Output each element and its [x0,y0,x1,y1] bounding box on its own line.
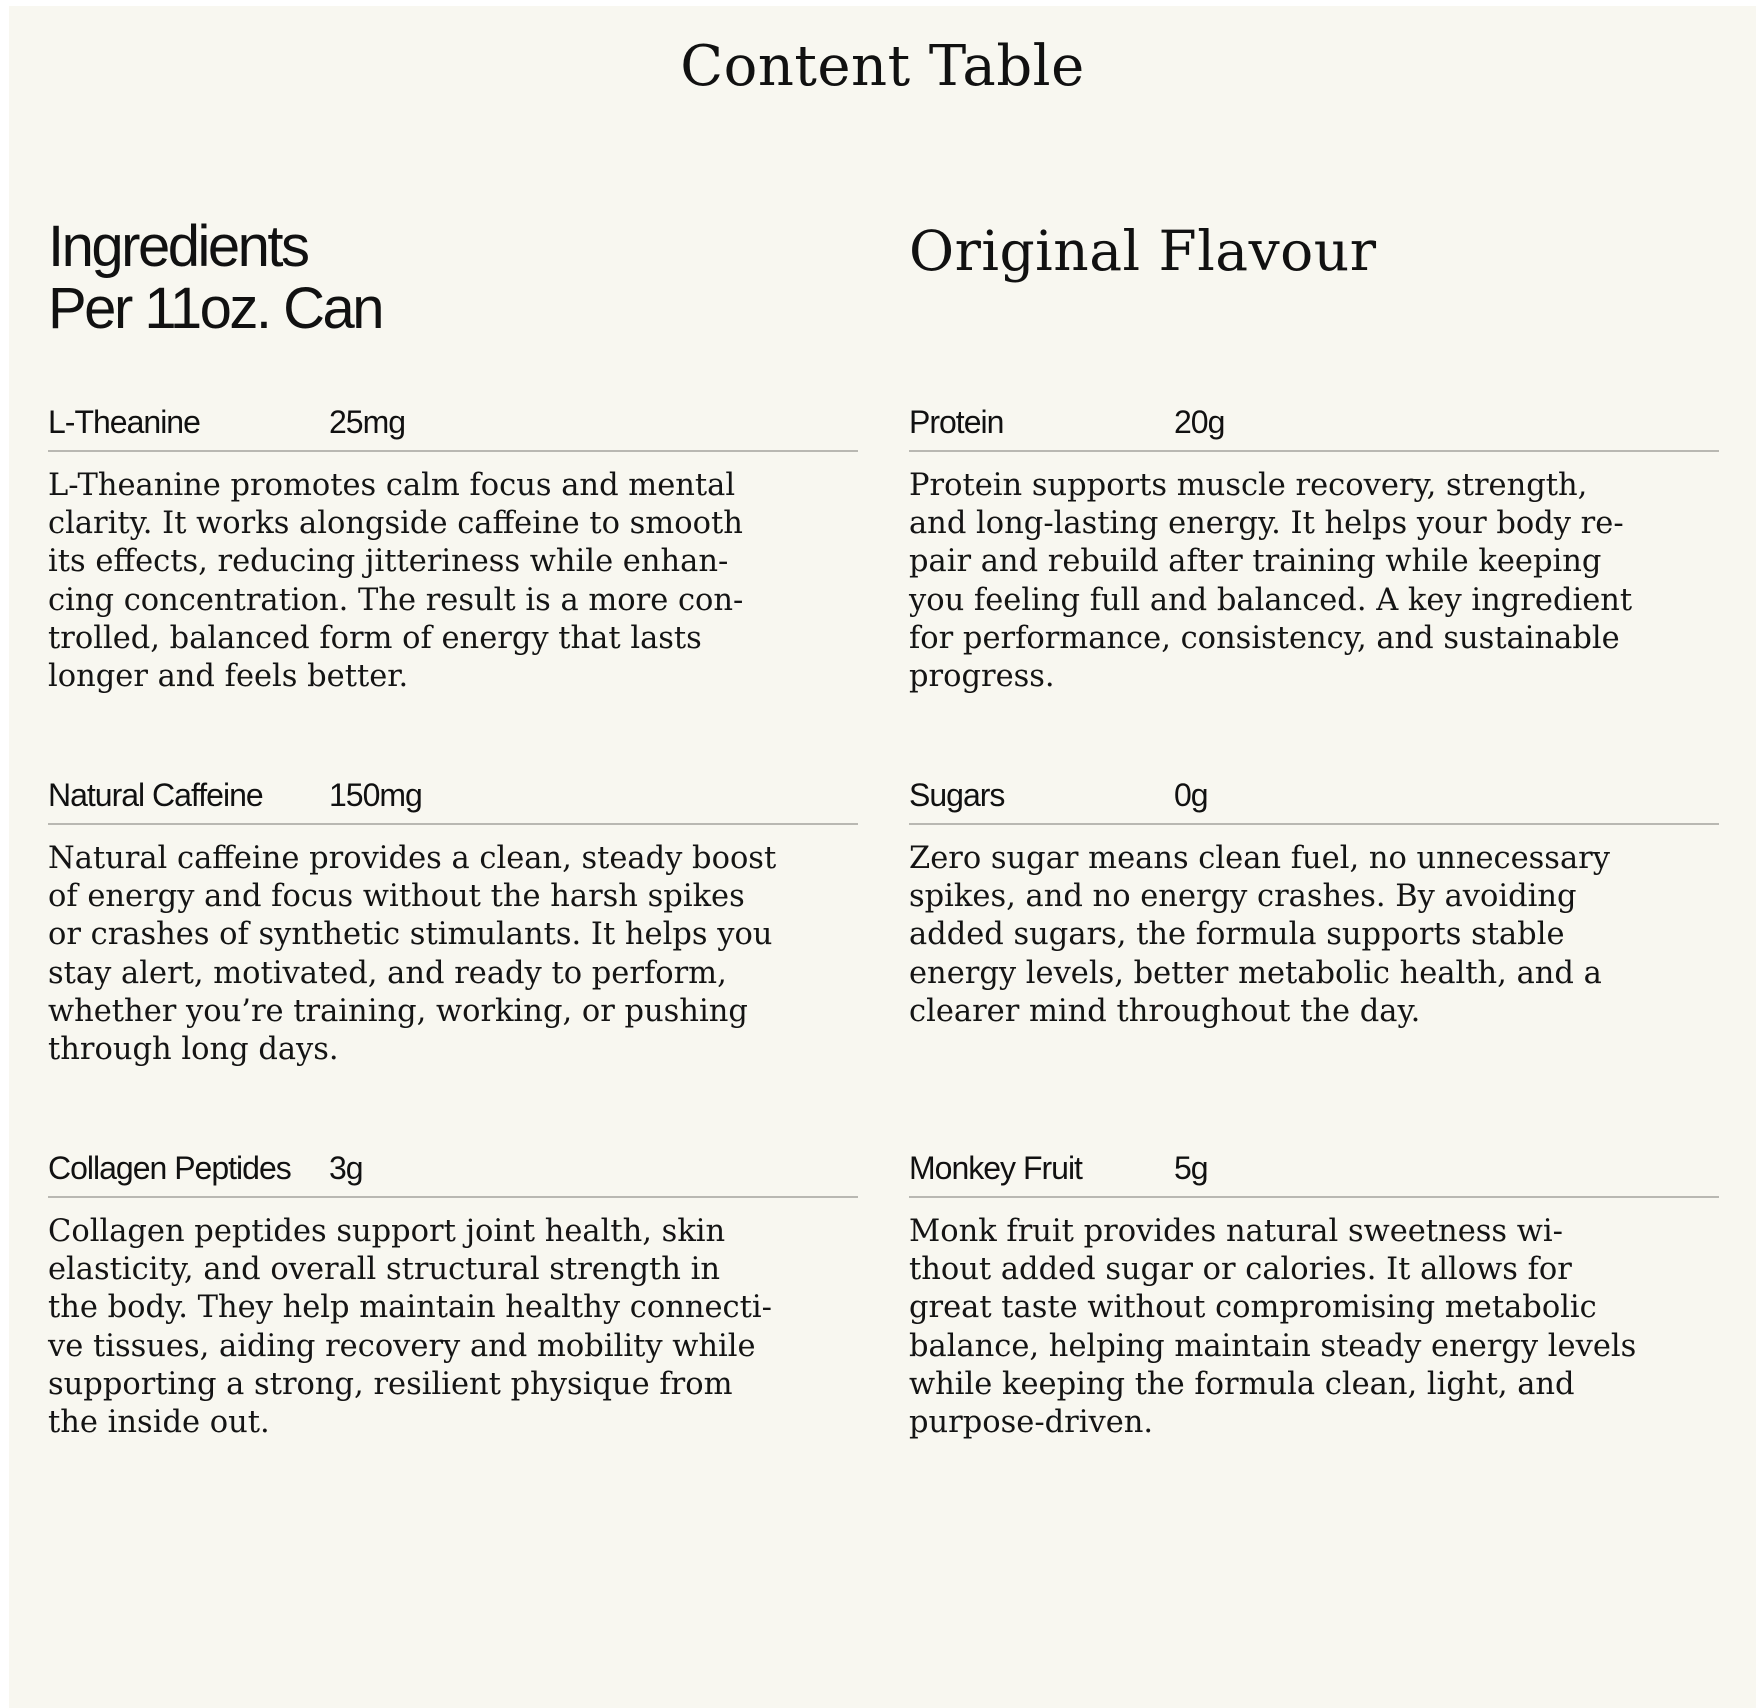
ingredients-heading-line: Ingredients [48,214,308,279]
ingredient-name: L-Theanine [48,404,200,440]
ingredient-amount: 150mg [329,777,422,813]
description-line: and long-lasting energy. It helps your body re- [909,506,1624,542]
description-line: spikes, and no energy crashes. By avoiding [909,879,1577,915]
nutrient-header-row [909,1148,1719,1198]
ingredients-heading [48,216,382,340]
description-line: trolled, balanced form of energy that lasts [48,620,702,656]
nutrient-amount: 20g [1174,404,1225,440]
description-line: great taste without compromising metabolic [909,1290,1597,1326]
description-line: clarity. It works alongside caffeine to smooth [48,506,743,542]
description-line: its effects, reducing jitteriness while enhan- [48,544,729,580]
description-line: the body. They help maintain healthy connecti- [48,1290,772,1326]
description-line: stay alert, motivated, and ready to perform, [48,955,727,991]
description-line: thout added sugar or calories. It allows for [909,1252,1572,1288]
description-line: whether you’re training, working, or pushing [48,993,748,1029]
description-line: balance, helping maintain steady energy levels [909,1328,1637,1364]
nutrient-description [909,467,1719,696]
nutrient-name: Monkey Fruit [909,1150,1082,1186]
original-flavour-heading: Original Flavour [909,219,1377,283]
description-line: energy levels, better metabolic health, and a [909,955,1602,991]
description-line: Natural caffeine provides a clean, steady boost [48,841,777,876]
ingredient-item-natural-caffeine [48,775,858,1069]
description-line: the inside out. [48,1405,270,1441]
nutrient-description [909,1213,1719,1442]
ingredient-name: Natural Caffeine [48,777,263,813]
ingredient-amount: 3g [329,1150,363,1186]
nutrient-header-row [909,402,1719,452]
description-line: added sugars, the formula supports stable [909,917,1565,953]
description-line: while keeping the formula clean, light, and [909,1366,1575,1402]
description-line: Protein supports muscle recovery, strength, [909,468,1588,503]
nutrient-name: Protein [909,404,1004,440]
description-line: of energy and focus without the harsh spikes [48,879,745,915]
description-line: longer and feels better. [48,659,409,695]
nutrient-amount: 5g [1174,1150,1208,1186]
nutrient-name: Sugars [909,777,1005,813]
description-line: or crashes of synthetic stimulants. It helps you [48,917,773,953]
ingredient-item-l-theanine [48,402,858,696]
ingredient-item-collagen-peptides [48,1148,858,1442]
ingredient-description [48,1213,858,1442]
content-table-page [9,6,1756,1708]
nutrient-item-sugars [909,775,1719,1031]
ingredient-description [48,840,858,1069]
description-line: clearer mind throughout the day. [909,993,1421,1029]
ingredient-amount: 25mg [329,404,406,440]
description-line: progress. [909,659,1055,695]
nutrient-amount: 0g [1174,777,1208,813]
description-line: through long days. [48,1032,339,1068]
description-line: Collagen peptides support joint health, skin [48,1214,726,1249]
ingredient-header-row [48,775,858,825]
nutrient-header-row [909,775,1719,825]
description-line: cing concentration. The result is a more con- [48,582,744,618]
page-title: Content Table [680,34,1085,99]
ingredient-header-row [48,402,858,452]
description-line: purpose-driven. [909,1405,1154,1441]
description-line: pair and rebuild after training while keeping [909,544,1602,580]
ingredients-heading-line: Per 11oz. Can [48,276,382,341]
ingredient-description [48,467,858,696]
nutrient-item-protein [909,402,1719,696]
description-line: for performance, consistency, and sustainable [909,620,1620,656]
nutrient-item-monkey-fruit [909,1148,1719,1442]
ingredient-header-row [48,1148,858,1198]
description-line: you feeling full and balanced. A key ingredient [909,582,1633,618]
description-line: Monk fruit provides natural sweetness wi- [909,1214,1563,1249]
description-line: Zero sugar means clean fuel, no unnecessary [909,841,1610,876]
description-line: ve tissues, aiding recovery and mobility while [48,1328,756,1364]
description-line: supporting a strong, resilient physique from [48,1366,733,1402]
ingredient-name: Collagen Peptides [48,1150,291,1186]
nutrient-description [909,840,1719,1031]
description-line: elasticity, and overall structural strength in [48,1252,720,1288]
description-line: L-Theanine promotes calm focus and mental [48,468,736,503]
